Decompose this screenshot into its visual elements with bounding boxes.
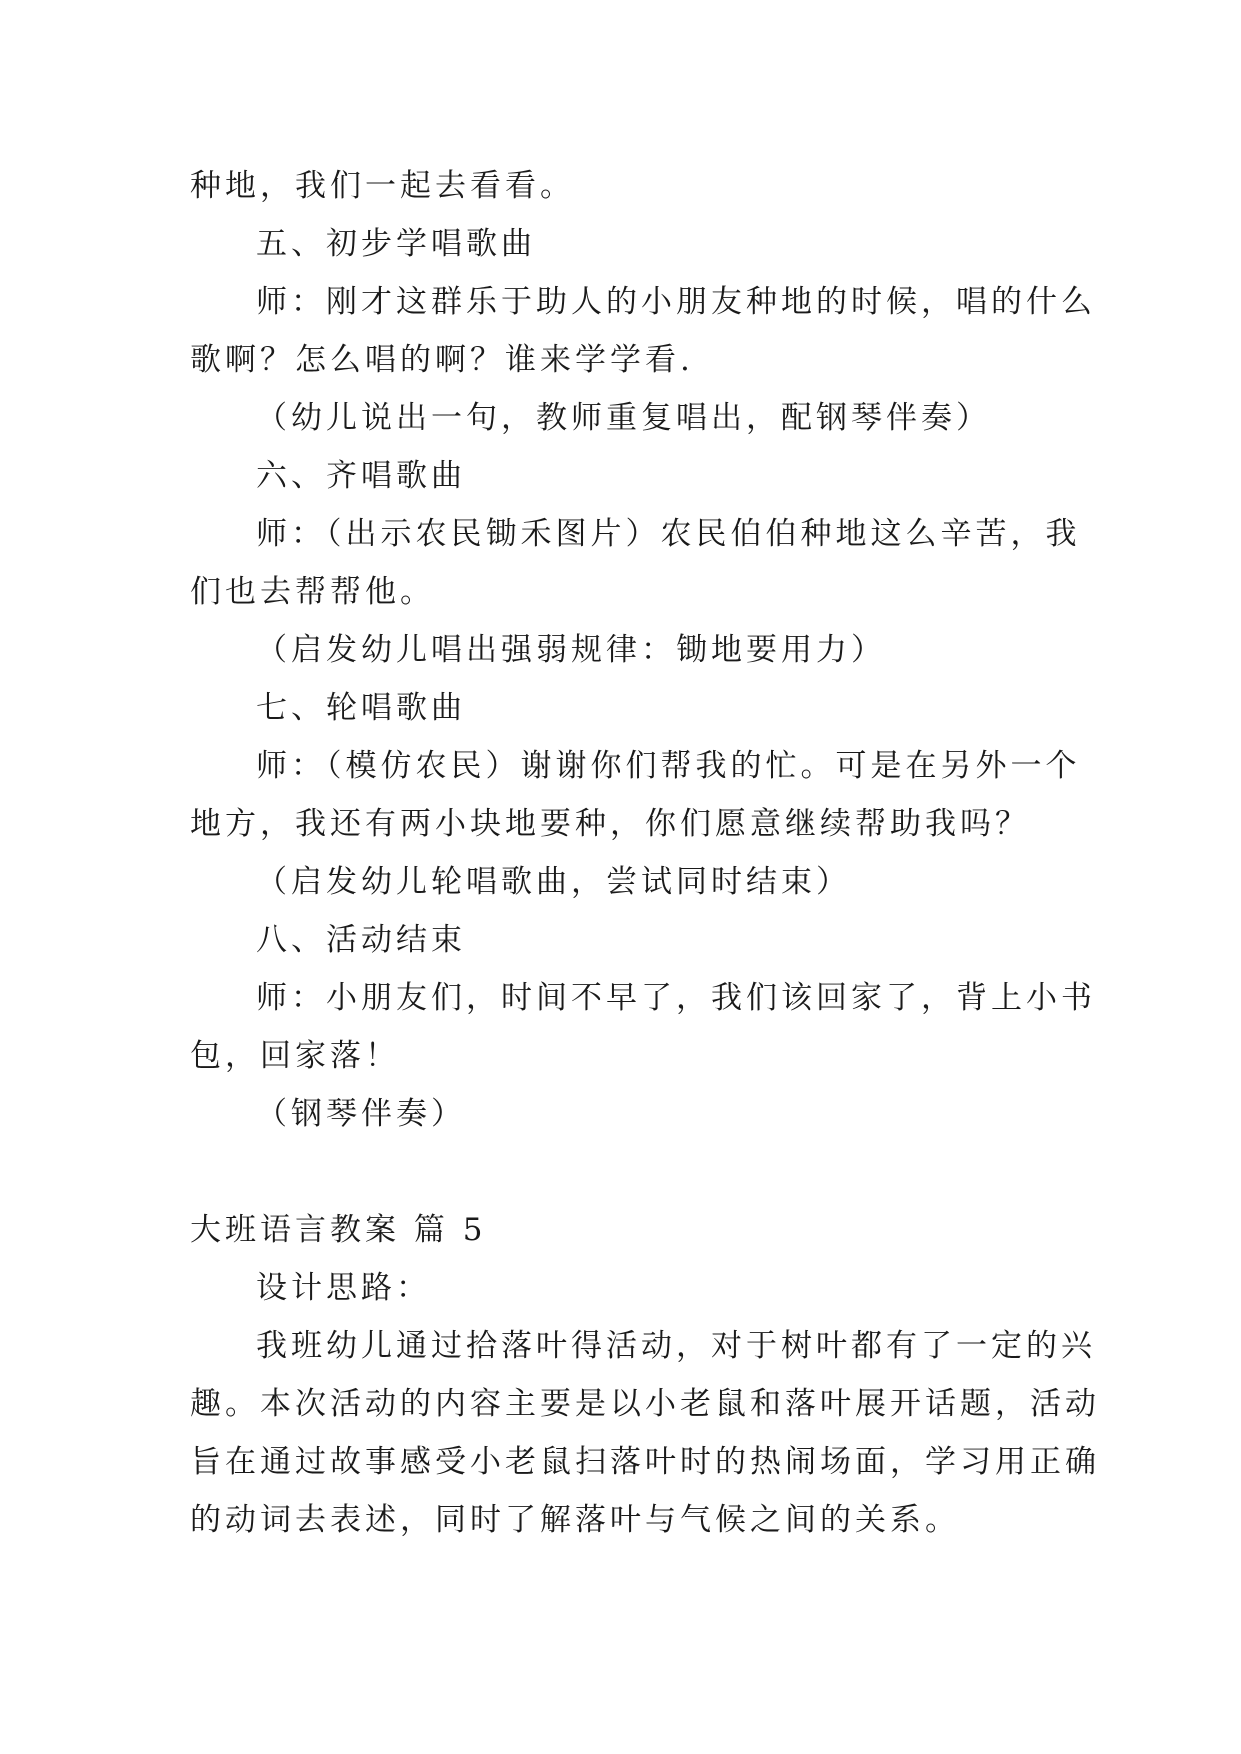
subheading: 设计思路： xyxy=(256,1270,431,1306)
text-line: 包，回家落！ xyxy=(190,1038,400,1074)
paragraph-line: 师：小朋友们，时间不早了，我们该回家了，背上小书 xyxy=(256,980,1096,1016)
document-title: 大班语言教案 篇 5 xyxy=(190,1212,487,1248)
stage-direction: （启发幼儿唱出强弱规律：锄地要用力） xyxy=(256,632,886,668)
text-line: 种地，我们一起去看看。 xyxy=(190,168,575,204)
text-line: 旨在通过故事感受小老鼠扫落叶时的热闹场面，学习用正确 xyxy=(190,1444,1100,1480)
paragraph-line: 我班幼儿通过拾落叶得活动，对于树叶都有了一定的兴 xyxy=(256,1328,1096,1364)
section-heading-6: 六、齐唱歌曲 xyxy=(256,458,466,494)
stage-direction: （钢琴伴奏） xyxy=(256,1096,466,1132)
paragraph-line: 师：（出示农民锄禾图片）农民伯伯种地这么辛苦，我 xyxy=(256,516,1081,552)
section-heading-8: 八、活动结束 xyxy=(256,922,466,958)
text-line: 地方，我还有两小块地要种，你们愿意继续帮助我吗？ xyxy=(190,806,1030,842)
stage-direction: （幼儿说出一句，教师重复唱出，配钢琴伴奏） xyxy=(256,400,991,436)
text-line: 们也去帮帮他。 xyxy=(190,574,435,610)
paragraph-line: 师：（模仿农民）谢谢你们帮我的忙。可是在另外一个 xyxy=(256,748,1081,784)
text-line: 歌啊？怎么唱的啊？谁来学学看. xyxy=(190,342,694,378)
section-heading-7: 七、轮唱歌曲 xyxy=(256,690,466,726)
text-line: 的动词去表述，同时了解落叶与气候之间的关系。 xyxy=(190,1502,960,1538)
paragraph-line: 师：刚才这群乐于助人的小朋友种地的时候，唱的什么 xyxy=(256,284,1096,320)
text-line: 趣。本次活动的内容主要是以小老鼠和落叶展开话题，活动 xyxy=(190,1386,1100,1422)
section-heading-5: 五、初步学唱歌曲 xyxy=(256,226,536,262)
stage-direction: （启发幼儿轮唱歌曲，尝试同时结束） xyxy=(256,864,851,900)
